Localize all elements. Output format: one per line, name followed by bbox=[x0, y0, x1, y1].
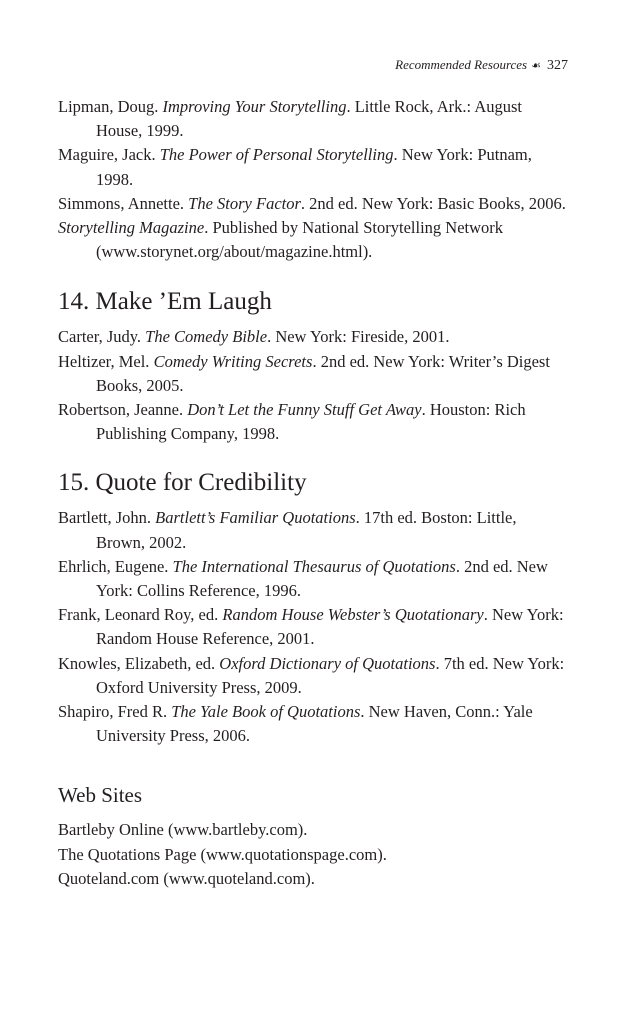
web-site-entry: Quoteland.com (www.quoteland.com). bbox=[58, 868, 315, 888]
entry-title: Don’t Let the Funny Stuff Get Away bbox=[187, 400, 422, 420]
page-number: 327 bbox=[547, 58, 568, 73]
bibliography-entry bbox=[58, 216, 568, 264]
entry-details: . 2nd ed. New York: Writer’s Digest Books, 2005. bbox=[96, 351, 550, 395]
entry-author: Heltizer, Mel. bbox=[58, 351, 154, 371]
entry-author: Knowles, Elizabeth, ed. bbox=[58, 653, 220, 673]
entry-author: Frank, Leonard Roy, ed. bbox=[58, 605, 223, 625]
entry-details: . New York: Fireside, 2001. bbox=[267, 327, 450, 347]
entry-title: Random House Webster’s Quotationary bbox=[222, 605, 484, 625]
entry-title: Comedy Writing Secrets bbox=[153, 351, 313, 371]
bibliography-entry bbox=[58, 506, 568, 554]
bibliography-entry bbox=[58, 652, 568, 700]
entry-title: Bartlett’s Familiar Quotations bbox=[155, 508, 356, 528]
bibliography-entry bbox=[58, 603, 568, 651]
section-15-bibliography bbox=[58, 506, 568, 748]
bibliography-entry bbox=[58, 350, 568, 398]
entry-title: The International Thesaurus of Quotations bbox=[172, 556, 456, 576]
entry-title: Oxford Dictionary of Quotations bbox=[219, 653, 436, 673]
bibliography-entry bbox=[58, 95, 568, 143]
bibliography-entry bbox=[58, 143, 568, 191]
section-heading-15: 15. Quote for Credibility bbox=[58, 469, 307, 497]
entry-author: Bartlett, John. bbox=[58, 508, 156, 528]
section-14-bibliography bbox=[58, 325, 568, 446]
entry-author: Shapiro, Fred R. bbox=[58, 702, 172, 722]
entry-details: . New Haven, Conn.: Yale University Press, 2006. bbox=[96, 702, 533, 746]
page-body bbox=[58, 95, 568, 891]
bibliography-entry bbox=[58, 700, 568, 748]
bibliography-entry bbox=[58, 398, 568, 446]
entry-details: . 2nd ed. New York: Basic Books, 2006. bbox=[300, 193, 566, 213]
entry-details: . 7th ed. New York: Oxford University Press, 2009. bbox=[96, 653, 565, 697]
running-head bbox=[395, 57, 568, 74]
bibliography-entry bbox=[58, 192, 568, 216]
entry-details: . Published by National Storytelling Network (www.storynet.org/about/magazine.html). bbox=[96, 218, 504, 262]
web-sites-heading: Web Sites bbox=[58, 783, 143, 808]
entry-author: Lipman, Doug. bbox=[58, 97, 163, 116]
running-head-title: Recommended Resources bbox=[395, 57, 528, 72]
continued-bibliography bbox=[58, 95, 568, 264]
bibliography-entry bbox=[58, 555, 568, 603]
entry-author: Simmons, Annette. bbox=[58, 193, 189, 213]
entry-details: . New York: Putnam, 1998. bbox=[96, 145, 532, 189]
entry-author: Carter, Judy. bbox=[58, 327, 146, 347]
fleuron-icon: ☙ bbox=[531, 60, 541, 72]
web-site-entry: Bartleby Online (www.bartleby.com). bbox=[58, 820, 308, 840]
entry-details: . 17th ed. Boston: Little, Brown, 2002. bbox=[96, 508, 517, 552]
entry-title: The Comedy Bible bbox=[145, 327, 268, 347]
entry-author: Maguire, Jack. bbox=[58, 145, 160, 165]
entry-details: . 2nd ed. New York: Collins Reference, 1996. bbox=[96, 556, 548, 601]
entry-title: The Yale Book of Quotations bbox=[171, 702, 361, 722]
entry-title: Improving Your Storytelling bbox=[162, 97, 347, 116]
entry-title: The Story Factor bbox=[188, 193, 301, 213]
entry-details: . Houston: Rich Publishing Company, 1998. bbox=[96, 400, 526, 444]
web-site-entry: The Quotations Page (www.quotationspage.com). bbox=[58, 844, 387, 864]
entry-details: . New York: Random House Reference, 2001. bbox=[96, 605, 564, 649]
entry-author: Ehrlich, Eugene. bbox=[58, 556, 173, 576]
entry-details: . Little Rock, Ark.: August House, 1999. bbox=[96, 97, 522, 141]
entry-title: The Power of Personal Storytelling bbox=[159, 145, 394, 165]
bibliography-entry bbox=[58, 325, 568, 349]
entry-author: Robertson, Jeanne. bbox=[58, 400, 188, 420]
web-sites-list bbox=[58, 818, 568, 891]
entry-title: Storytelling Magazine bbox=[58, 218, 205, 238]
section-heading-14: 14. Make ’Em Laugh bbox=[58, 288, 272, 316]
